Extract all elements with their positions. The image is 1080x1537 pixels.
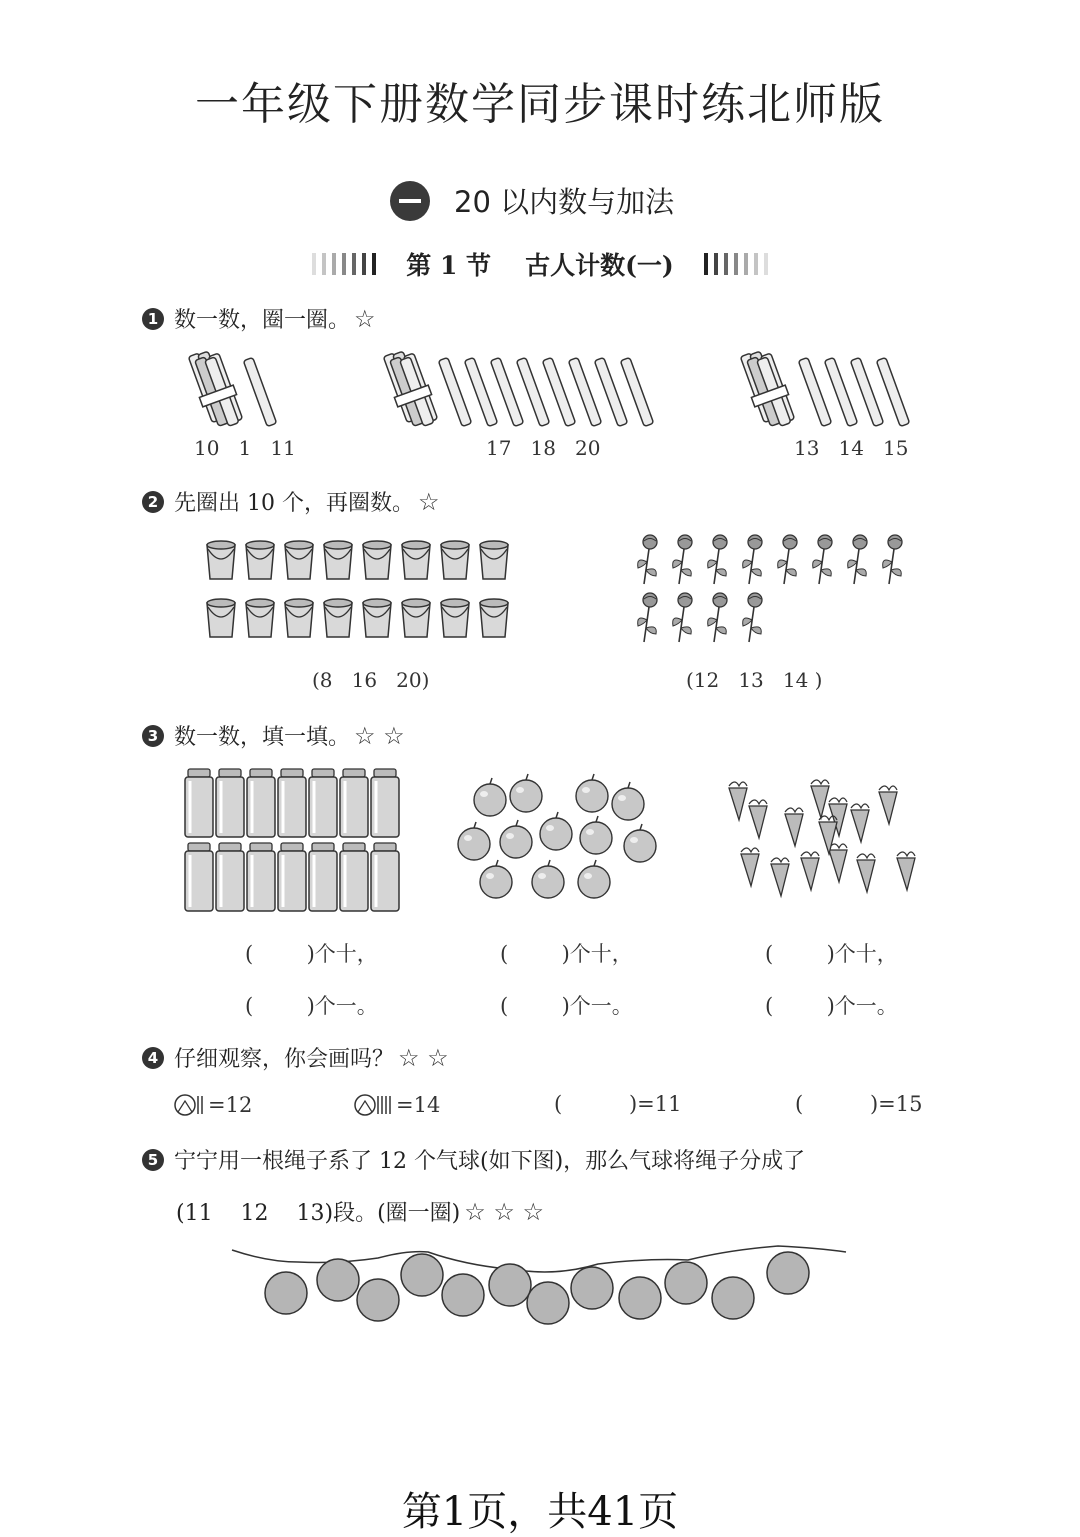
- q4-example-2: [354, 1092, 440, 1118]
- q3-ones-1[interactable]: ( )个一。: [245, 994, 378, 1018]
- page-title: 一年级下册数学同步课时练北师版: [195, 79, 885, 130]
- circle-bars-icon: [174, 1092, 208, 1118]
- question-number-badge: 2: [142, 491, 164, 513]
- q3-ones-3[interactable]: ( )个一。: [765, 994, 898, 1018]
- chapter-header: [390, 180, 674, 221]
- circle-bars-icon: [354, 1092, 396, 1118]
- question-text: 先圈出 10 个，再圈数。: [174, 491, 414, 516]
- left-decor-bars: [312, 253, 376, 275]
- q3-tens-2[interactable]: ( )个十，: [500, 942, 633, 966]
- question-1: [142, 303, 376, 334]
- q2-right-options[interactable]: (12 13 14 ): [686, 668, 823, 692]
- stick-group-3: [740, 351, 909, 426]
- carrots-illustration: [715, 770, 935, 910]
- difficulty-stars: ☆: [417, 487, 440, 516]
- q1-options-2[interactable]: 17 18 20: [486, 436, 601, 460]
- thermos-illustration: [180, 765, 410, 915]
- difficulty-stars: ☆ ☆: [398, 1043, 449, 1072]
- stick-group-2: [383, 351, 653, 426]
- difficulty-stars: ☆ ☆ ☆: [464, 1197, 545, 1226]
- q3-tens-3[interactable]: ( )个十，: [765, 942, 898, 966]
- question-text: 仔细观察，你会画吗？: [174, 1047, 395, 1072]
- difficulty-stars: ☆: [354, 304, 376, 333]
- section-name: 古人计数(一): [525, 251, 674, 280]
- section-header: [0, 246, 1080, 282]
- q3-ones-2[interactable]: ( )个一。: [500, 994, 633, 1018]
- question-5: [142, 1144, 805, 1175]
- q4-value-2: =14: [396, 1093, 441, 1117]
- q5-options[interactable]: (11 12 13)段。(圈一圈): [176, 1201, 461, 1226]
- apples-illustration: [450, 770, 670, 910]
- q4-blank-1[interactable]: ( )=11: [554, 1092, 682, 1116]
- q1-options-1[interactable]: 10 1 11: [194, 436, 296, 460]
- question-2: [142, 486, 440, 517]
- stick-group-1: [188, 351, 276, 426]
- question-text: 宁宁用一根绳子系了 12 个气球(如下图)，那么气球将绳子分成了: [174, 1149, 806, 1174]
- difficulty-stars: ☆ ☆: [354, 721, 405, 750]
- roses-illustration: [630, 530, 920, 650]
- question-number-badge: 4: [142, 1047, 164, 1069]
- page-footer: 第1页，共41页: [401, 1489, 679, 1535]
- q4-value-1: =12: [208, 1093, 253, 1117]
- right-decor-bars: [704, 253, 768, 275]
- question-number-badge: 1: [142, 308, 164, 330]
- section-number: 第 1 节: [406, 251, 492, 280]
- question-5-line-2: [176, 1196, 544, 1227]
- q2-left-options[interactable]: (8 16 20): [312, 668, 430, 692]
- q4-blank-2[interactable]: ( )=15: [795, 1092, 923, 1116]
- sticks-illustration: [180, 345, 940, 435]
- question-text: 数一数，填一填。: [174, 725, 351, 750]
- balloons-illustration: [228, 1240, 853, 1330]
- q3-tens-1[interactable]: ( )个十，: [245, 942, 378, 966]
- q1-options-3[interactable]: 13 14 15: [794, 436, 909, 460]
- chapter-number-badge: [390, 181, 430, 221]
- question-4: [142, 1042, 449, 1073]
- question-number-badge: 5: [142, 1149, 164, 1171]
- question-text: 数一数，圈一圈。: [174, 308, 351, 333]
- chapter-title: 20 以内数与加法: [454, 185, 675, 219]
- buckets-illustration: [195, 535, 525, 650]
- question-number-badge: 3: [142, 725, 164, 747]
- question-3: [142, 720, 405, 751]
- q4-example-1: [174, 1092, 252, 1118]
